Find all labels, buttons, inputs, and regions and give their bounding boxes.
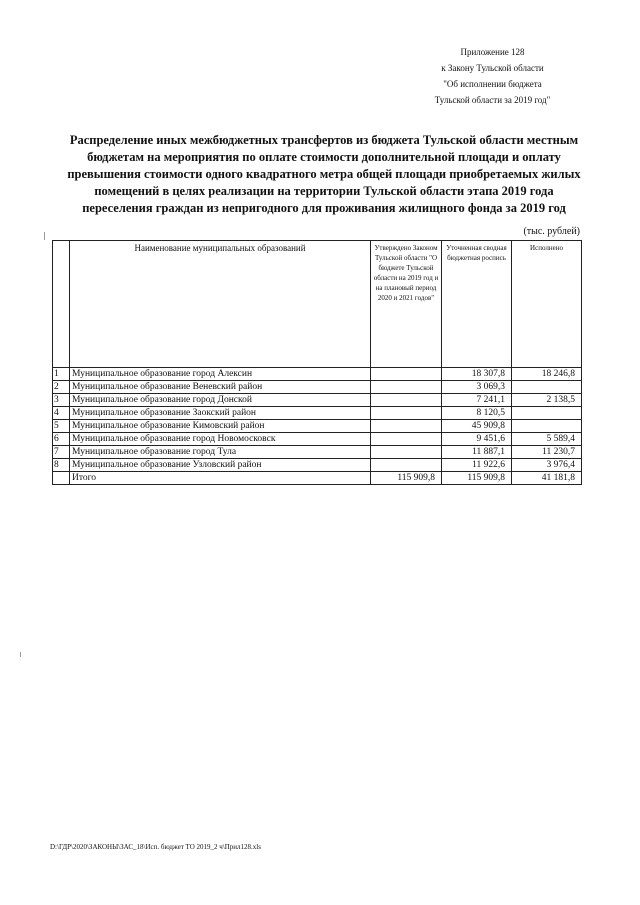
scan-mark [20, 652, 21, 657]
cell-revised: 11 887,1 [442, 446, 512, 459]
cell-revised: 45 909,8 [442, 420, 512, 433]
appendix-line: к Закону Тульской области [441, 63, 544, 73]
title-line: переселения граждан из непригодного для проживания жилищного фонда за 2019 год [82, 201, 566, 215]
cell-executed [512, 381, 582, 394]
cell-executed: 2 138,5 [512, 394, 582, 407]
cell-executed [512, 407, 582, 420]
cell-index: 1 [53, 368, 70, 381]
table-row [53, 407, 582, 420]
cell-name: Муниципальное образование город Новомосковск [70, 433, 371, 446]
cell-approved [371, 433, 442, 446]
appendix-line: Тульской области за 2019 год" [434, 95, 551, 105]
cell-approved [371, 446, 442, 459]
header-name: Наименование муниципальных образований [70, 241, 371, 368]
cell-name: Муниципальное образование город Донской [70, 394, 371, 407]
cell-revised: 9 451,6 [442, 433, 512, 446]
header-approved: Утверждено Законом Тульской области "О бюджете Тульской области на 2019 год и на плановый период 2020 и 2021 годов" [371, 241, 442, 368]
appendix-line: Приложение 128 [460, 47, 525, 57]
cell-approved [371, 420, 442, 433]
table-row [53, 420, 582, 433]
cell-approved [371, 368, 442, 381]
table-row [53, 446, 582, 459]
cell-executed: 11 230,7 [512, 446, 582, 459]
cell-executed: 41 181,8 [512, 472, 582, 485]
cell-executed: 5 589,4 [512, 433, 582, 446]
cell-index: 4 [53, 407, 70, 420]
cell-index: 8 [53, 459, 70, 472]
cell-executed: 3 976,4 [512, 459, 582, 472]
title-line: Распределение иных межбюджетных трансфертов из бюджета Тульской области местным [69, 133, 579, 147]
title-line: превышения стоимости одного квадратного метра общей площади приобретаемых жилых [67, 167, 581, 181]
appendix-note [395, 44, 590, 108]
table-row [53, 394, 582, 407]
cell-approved [371, 381, 442, 394]
cell-revised: 18 307,8 [442, 368, 512, 381]
document-title [40, 132, 608, 217]
cell-index: 7 [53, 446, 70, 459]
cell-revised: 7 241,1 [442, 394, 512, 407]
cell-name: Муниципальное образование Кимовский район [70, 420, 371, 433]
cell-revised: 3 069,3 [442, 381, 512, 394]
cell-name: Муниципальное образование город Тула [70, 446, 371, 459]
cell-approved [371, 459, 442, 472]
cell-index: 2 [53, 381, 70, 394]
header-index [53, 241, 70, 368]
transfers-table [52, 240, 582, 485]
title-line: бюджетам на мероприятия по оплате стоимости дополнительной площади и оплату [87, 150, 561, 164]
scan-mark [44, 232, 45, 240]
cell-executed: 18 246,8 [512, 368, 582, 381]
cell-name: Муниципальное образование Веневский район [70, 381, 371, 394]
table-row [53, 368, 582, 381]
cell-name: Итого [70, 472, 371, 485]
table-row [53, 459, 582, 472]
cell-revised: 115 909,8 [442, 472, 512, 485]
appendix-line: "Об исполнении бюджета [443, 79, 542, 89]
file-path-footer: D:\ГДР\2020\ЗАКОНЫ\ЗАС_18\Исп. бюджет ТО 2019_2 ч\Прил128.xls [50, 843, 261, 851]
cell-name: Муниципальное образование город Алексин [70, 368, 371, 381]
header-executed: Исполнено [512, 241, 582, 368]
table-row [53, 381, 582, 394]
cell-index: 6 [53, 433, 70, 446]
units-label: (тыс. рублей) [523, 226, 580, 237]
cell-approved [371, 407, 442, 420]
cell-approved: 115 909,8 [371, 472, 442, 485]
table-total-row [53, 472, 582, 485]
cell-name: Муниципальное образование Узловский район [70, 459, 371, 472]
cell-executed [512, 420, 582, 433]
cell-name: Муниципальное образование Заокский район [70, 407, 371, 420]
cell-index: 5 [53, 420, 70, 433]
cell-revised: 8 120,5 [442, 407, 512, 420]
title-line: помещений в целях реализации на территории Тульской области этапа 2019 года [94, 184, 554, 198]
table-row [53, 433, 582, 446]
cell-approved [371, 394, 442, 407]
header-revised: Уточненная сводная бюджетная роспись [442, 241, 512, 368]
table-header-row [53, 241, 582, 368]
cell-index: 3 [53, 394, 70, 407]
cell-revised: 11 922,6 [442, 459, 512, 472]
cell-index [53, 472, 70, 485]
